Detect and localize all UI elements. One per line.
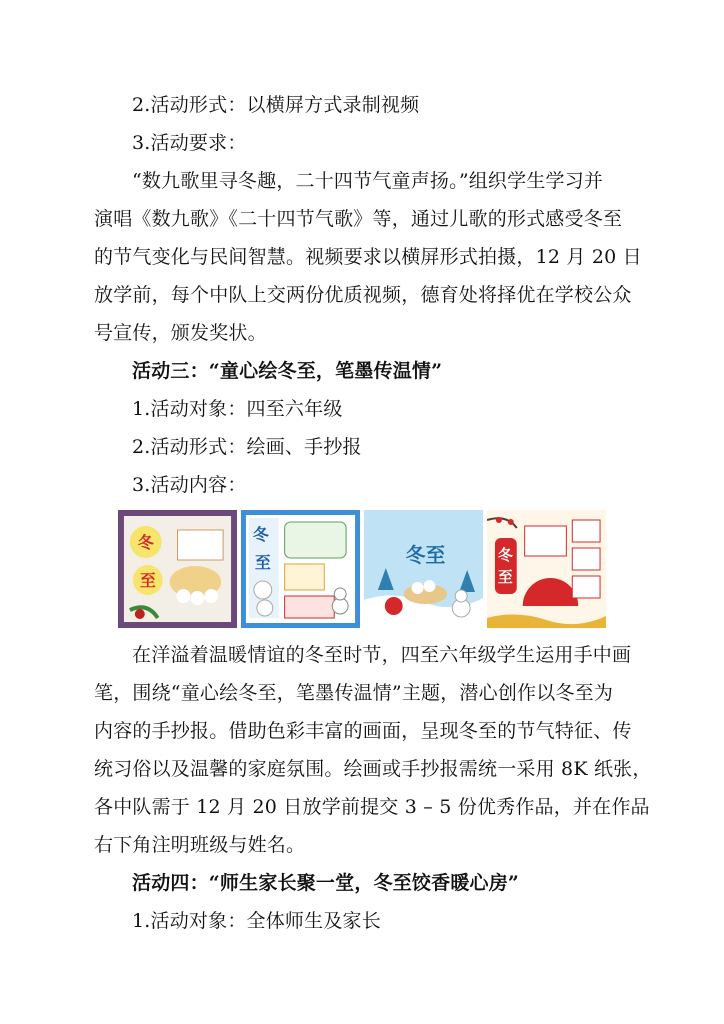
paragraph-line: 1.活动对象：四至六年级	[132, 398, 343, 420]
paragraph-line: 在洋溢着温暖情谊的冬至时节，四至六年级学生运用手中画	[132, 644, 632, 666]
paragraph-line: 2.活动形式：绘画、手抄报	[132, 436, 362, 458]
poster-title-text: 冬至	[405, 542, 446, 568]
poster-title-char: 冬	[137, 532, 154, 553]
poster-image-4	[487, 510, 606, 628]
poster-title-char: 至	[497, 567, 513, 587]
poster-title-char: 冬	[497, 545, 513, 565]
paragraph-line: 1.活动对象：全体师生及家长	[132, 910, 381, 932]
paragraph-line: “数九歌里寻冬趣，二十四节气童声扬。”组织学生学习并	[132, 170, 604, 192]
paragraph-line: 2.活动形式：以横屏方式录制视频	[132, 94, 420, 116]
paragraph-line: 号宣传，颁发奖状。	[94, 322, 267, 344]
paragraph-line: 的节气变化与民间智慧。视频要求以横屏形式拍摄，12 月 20 日	[94, 246, 642, 268]
poster-image-3	[364, 510, 483, 628]
section-heading: 活动四：“师生家长聚一堂，冬至饺香暖心房”	[132, 872, 520, 894]
poster-title-char: 至	[254, 552, 271, 573]
paragraph-line: 各中队需于 12 月 20 日放学前提交 3 – 5 份优秀作品，并在作品	[94, 796, 650, 818]
paragraph-line: 3.活动内容：	[132, 474, 247, 496]
paragraph-line: 内容的手抄报。借助色彩丰富的画面，呈现冬至的节气特征、传	[94, 720, 632, 742]
poster-title-char: 冬	[252, 524, 269, 545]
poster-image-2	[241, 510, 360, 628]
paragraph-line: 放学前，每个中队上交两份优质视频，德育处将择优在学校公众	[94, 284, 632, 306]
paragraph-line: 笔，围绕“童心绘冬至，笔墨传温情”主题，潜心创作以冬至为	[94, 682, 614, 704]
paragraph-line: 右下角注明班级与姓名。	[94, 834, 306, 856]
section-heading: 活动三：“童心绘冬至，笔墨传温情”	[132, 360, 443, 382]
poster-title-char: 至	[139, 570, 156, 591]
paragraph-line: 3.活动要求：	[132, 132, 247, 154]
poster-gallery	[118, 510, 606, 628]
poster-image-1	[118, 510, 237, 628]
paragraph-line: 统习俗以及温馨的家庭氛围。绘画或手抄报需统一采用 8K 纸张，	[94, 758, 652, 780]
paragraph-line: 演唱《数九歌》《二十四节气歌》等，通过儿歌的形式感受冬至	[94, 208, 623, 230]
